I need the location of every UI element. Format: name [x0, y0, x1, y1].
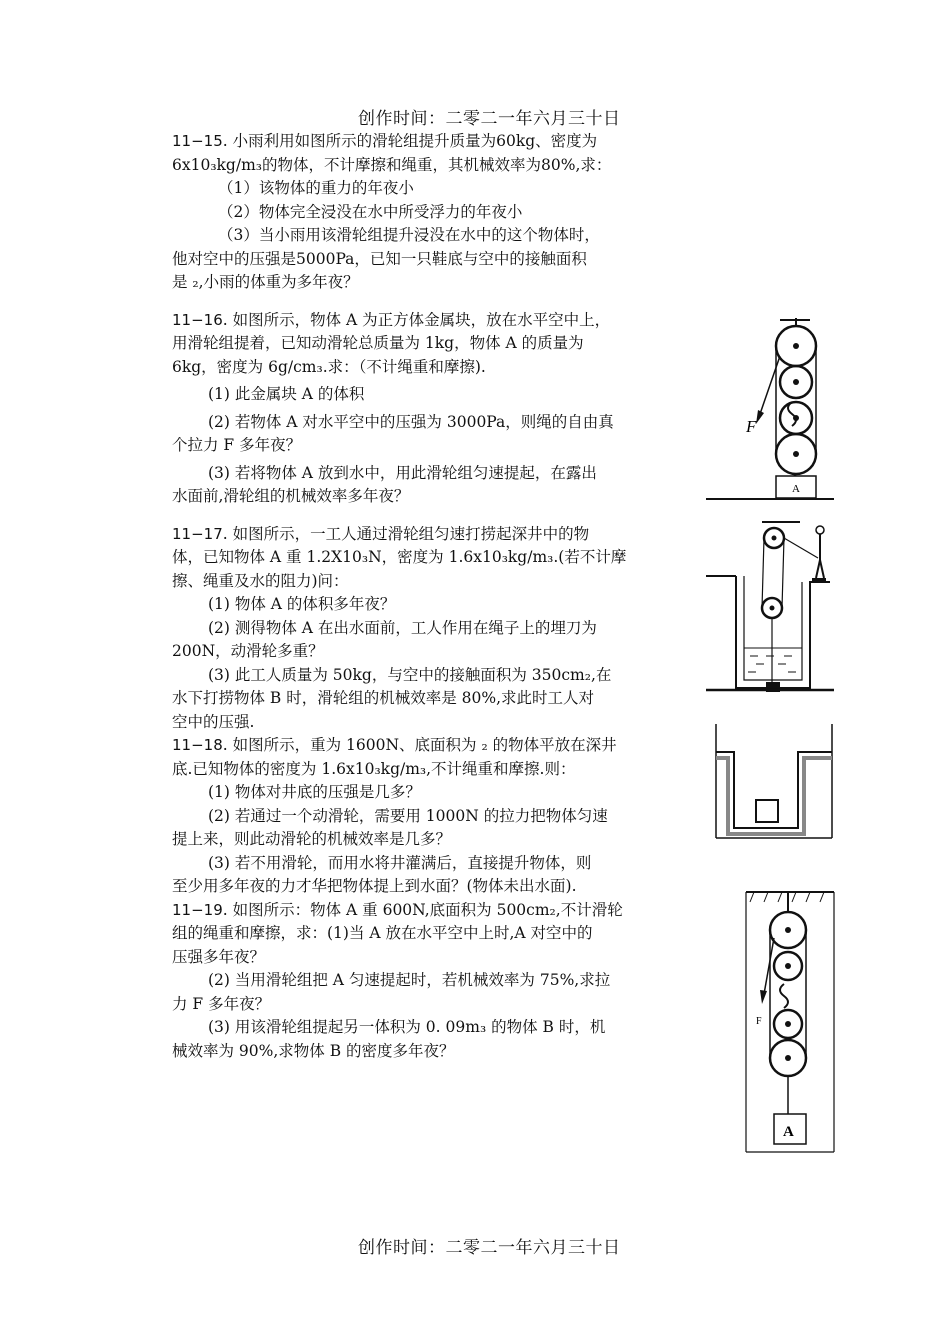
- problem-text: 擦、绳重及水的阻力)问：: [172, 571, 349, 590]
- problem-part: 空中的压强.: [172, 712, 255, 731]
- problem-part: (2) 当用滑轮组把 A 匀速提起时，若机械效率为 75%,求拉: [208, 971, 611, 989]
- problem-text: 是 ₂,小雨的体重为多年夜？: [172, 273, 359, 291]
- problem-part: 200N，动滑轮多重？: [172, 642, 324, 660]
- problem-part: 提上来，则此动滑轮的机械效率是几多？: [172, 830, 452, 848]
- problem-part: (2) 测得物体 A 在出水面前，工人作用在绳子上的埋刀为: [208, 618, 597, 637]
- problem-text: 6kg，密度为 6g/cm₃.求：（不计绳重和摩擦).: [172, 357, 486, 376]
- problem-part: 水下打捞物体 B 时，滑轮组的机械效率是 80%,求此时工人对: [172, 689, 595, 707]
- problem-text: 底.已知物体的密度为 1.6x10₃kg/m₃,不计绳重和摩擦.则：: [172, 759, 576, 778]
- problem-part: (3) 若将物体 A 放到水中，用此滑轮组匀速提起，在露出: [208, 463, 597, 482]
- problem-part: (1) 物体对井底的压强是几多？: [208, 783, 421, 801]
- problem-text: . 小雨利用如图所示的滑轮组提升质量为60kg、密度为: [222, 132, 598, 150]
- header-creation-time: 创作时间：二零二一年六月三十日: [358, 109, 621, 129]
- force-label: F: [746, 417, 757, 436]
- problem-part: (2) 若通过一个动滑轮，需要用 1000N 的拉力把物体匀速: [208, 806, 608, 825]
- problem-part: 个拉力 F 多年夜？: [172, 436, 302, 454]
- problem-text: 用滑轮组提着，已知动滑轮总质量为 1kg，物体 A 的质量为: [172, 334, 584, 352]
- problem-part: 水面前,滑轮组的机械效率多年夜？: [172, 487, 410, 505]
- problem-11-16: [172, 309, 660, 509]
- problem-number: 11−18: [172, 736, 223, 754]
- problem-part: （3）当小雨用该滑轮组提升浸没在水中的这个物体时，: [218, 226, 600, 244]
- problem-text: . 如图所示，一工人通过滑轮组匀速打捞起深井中的物: [222, 524, 590, 543]
- problem-text: . 如图所示，重为 1600N、底面积为 ₂ 的物体平放在深井: [222, 736, 617, 754]
- problem-number: 11−16: [172, 310, 223, 329]
- problem-part: (3) 若不用滑轮，而用水将井灌满后，直接提升物体，则: [208, 853, 592, 872]
- force-label: F: [756, 1016, 762, 1027]
- problem-11-17: [172, 523, 660, 735]
- problem-text: 他对空中的压强是5000Pa，已知一只鞋底与空中的接触面积: [172, 249, 587, 268]
- problem-part: (3) 此工人质量为 50kg，与空中的接触面积为 350cm₂,在: [208, 665, 612, 684]
- problem-11-15: [172, 130, 660, 295]
- figure-pulley-block-hanging: [740, 888, 840, 1158]
- problem-part: (2) 若物体 A 对水平空中的压强为 3000Pa，则绳的自由真: [208, 412, 614, 431]
- problem-text: . 如图所示，物体 A 为正方体金属块，放在水平空中上，: [222, 310, 611, 329]
- problem-text: 6x10₃kg/m₃的物体，不计摩擦和绳重，其机械效率为80%,求：: [172, 155, 612, 174]
- figure-pulley-block-ground: [700, 316, 840, 506]
- footer-creation-time: 创作时间：二零二一年六月三十日: [358, 1238, 621, 1258]
- block-a-label: A: [792, 483, 800, 495]
- problem-part: 力 F 多年夜？: [172, 994, 271, 1013]
- problem-text: 压强多年夜？: [172, 947, 266, 966]
- figure-well-worker-water: [700, 520, 840, 710]
- problem-text: 组的绳重和摩擦，求：(1)当 A 放在水平空中上时,A 对空中的: [172, 924, 593, 942]
- problem-text: 体，已知物体 A 重 1.2X10₃N，密度为 1.6x10₃kg/m₃.(若不计摩: [172, 548, 627, 566]
- problem-number: 11−19: [172, 900, 223, 919]
- problem-11-18: [172, 734, 660, 899]
- problem-text: . 如图所示：物体 A 重 600N,底面积为 500cm₂,不计滑轮: [222, 900, 623, 919]
- problem-number: 11−15: [172, 132, 223, 150]
- block-a-label: A: [783, 1124, 794, 1140]
- problem-part: (3) 用该滑轮组提起另一体积为 0. 09m₃ 的物体 B 时，机: [208, 1018, 606, 1036]
- problem-11-19: [172, 899, 660, 1064]
- problem-part: 械效率为 90%,求物体 B 的密度多年夜？: [172, 1041, 455, 1060]
- figure-well-object: [712, 722, 838, 840]
- problem-part: 至少用多年夜的力才华把物体提上到水面？(物体未出水面).: [172, 877, 577, 895]
- problem-part: (1) 此金属块 A 的体积: [208, 385, 365, 403]
- problem-number: 11−17: [172, 524, 223, 543]
- problem-part: （1）该物体的重力的年夜小: [218, 179, 414, 197]
- problem-part: (1) 物体 A 的体积多年夜？: [208, 595, 396, 613]
- problem-part: （2）物体完全浸没在水中所受浮力的年夜小: [218, 202, 523, 221]
- problem-list: [172, 130, 660, 1063]
